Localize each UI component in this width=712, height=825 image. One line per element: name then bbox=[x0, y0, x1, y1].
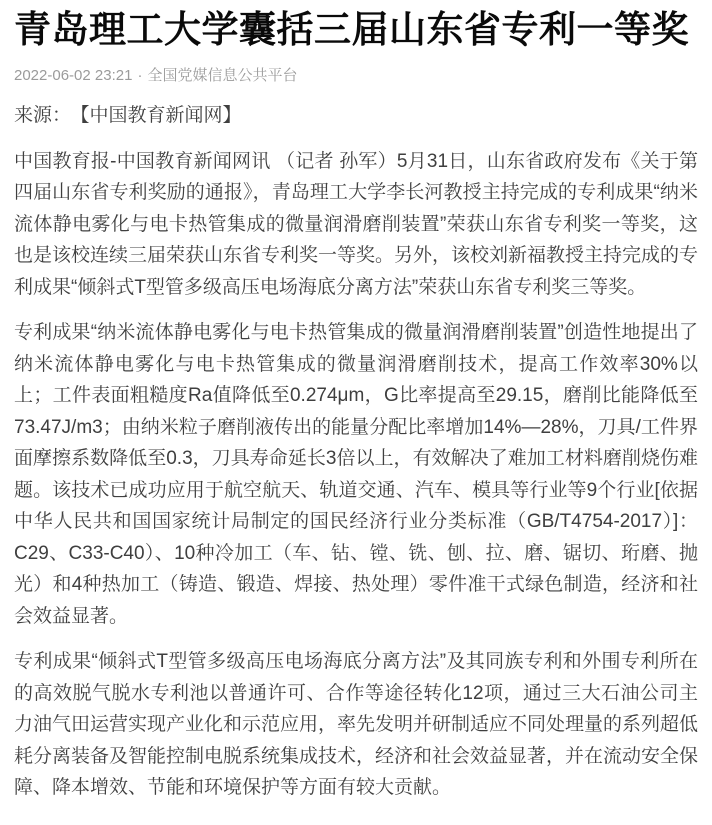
paragraph-patent-first-prize: 专利成果“纳米流体静电雾化与电卡热管集成的微量润滑磨削装置”创造性地提出了纳米流体静电雾化与电卡热管集成的微量润滑磨削技术，提高工作效率30%以上；工件表面粗糙度Ra值降低至0.274μm，G比率提高至29.15，磨削比能降低至73.47J/m3；由纳米粒子磨削液传出的能量分配比率增加14%—28%，刀具/工件界面摩擦系数降低至0.3，刀具寿命延长3倍以上，有效解决了难加工材料磨削烧伤难题。该技术已成功应用于航空航天、轨道交通、汽车、模具等行业等9个行业[依据中华人民共和国国家统计局制定的国民经济行业分类标准（GB/T4754-2017）]：C29、C33-C40）、10种冷加工（车、钻、镗、铣、刨、拉、磨、锯切、珩磨、抛光）和4种热加工（铸造、锻造、焊接、热处理）零件准干式绿色制造，经济和社会效益显著。 bbox=[14, 322, 698, 627]
source-label: 来源： bbox=[14, 105, 72, 127]
meta-separator-dot: · bbox=[137, 67, 143, 85]
publish-platform: 全国党媒信息公共平台 bbox=[147, 67, 298, 85]
publish-datetime: 2022-06-02 23:21 bbox=[14, 67, 133, 85]
article-body bbox=[14, 100, 698, 804]
article-title: 青岛理工大学囊括三届山东省专利一等奖 bbox=[14, 9, 689, 50]
paragraph-lead: 中国教育报-中国教育新闻网讯 （记者 孙军）5月31日，山东省政府发布《关于第四届山东省专利奖励的通报》，青岛理工大学李长河教授主持完成的专利成果“纳米流体静电雾化与电卡热管集成的微量润滑磨削装置”荣获山东省专利奖一等奖，这也是该校连续三届荣获山东省专利奖一等奖。另外，该校刘新福教授主持完成的专利成果“倾斜式T型管多级高压电场海底分离方法”荣获山东省专利奖三等奖。 bbox=[14, 150, 699, 298]
source-name: 【中国教育新闻网】 bbox=[80, 105, 242, 127]
source-line bbox=[14, 100, 698, 132]
article-meta bbox=[14, 66, 698, 86]
paragraph-patent-third-prize: 专利成果“倾斜式T型管多级高压电场海底分离方法”及其同族专利和外围专利所在的高效脱气脱水专利池以普通许可、合作等途径转化12项，通过三大石油公司主力油气田运营实现产业化和示范应用，率先发明并研制适应不同处理量的系列超低耗分离装备及智能控制电脱系统集成技术，经济和社会效益显著，并在流动安全保障、降本增效、节能和环境保护等方面有较大贡献。 bbox=[14, 651, 699, 799]
